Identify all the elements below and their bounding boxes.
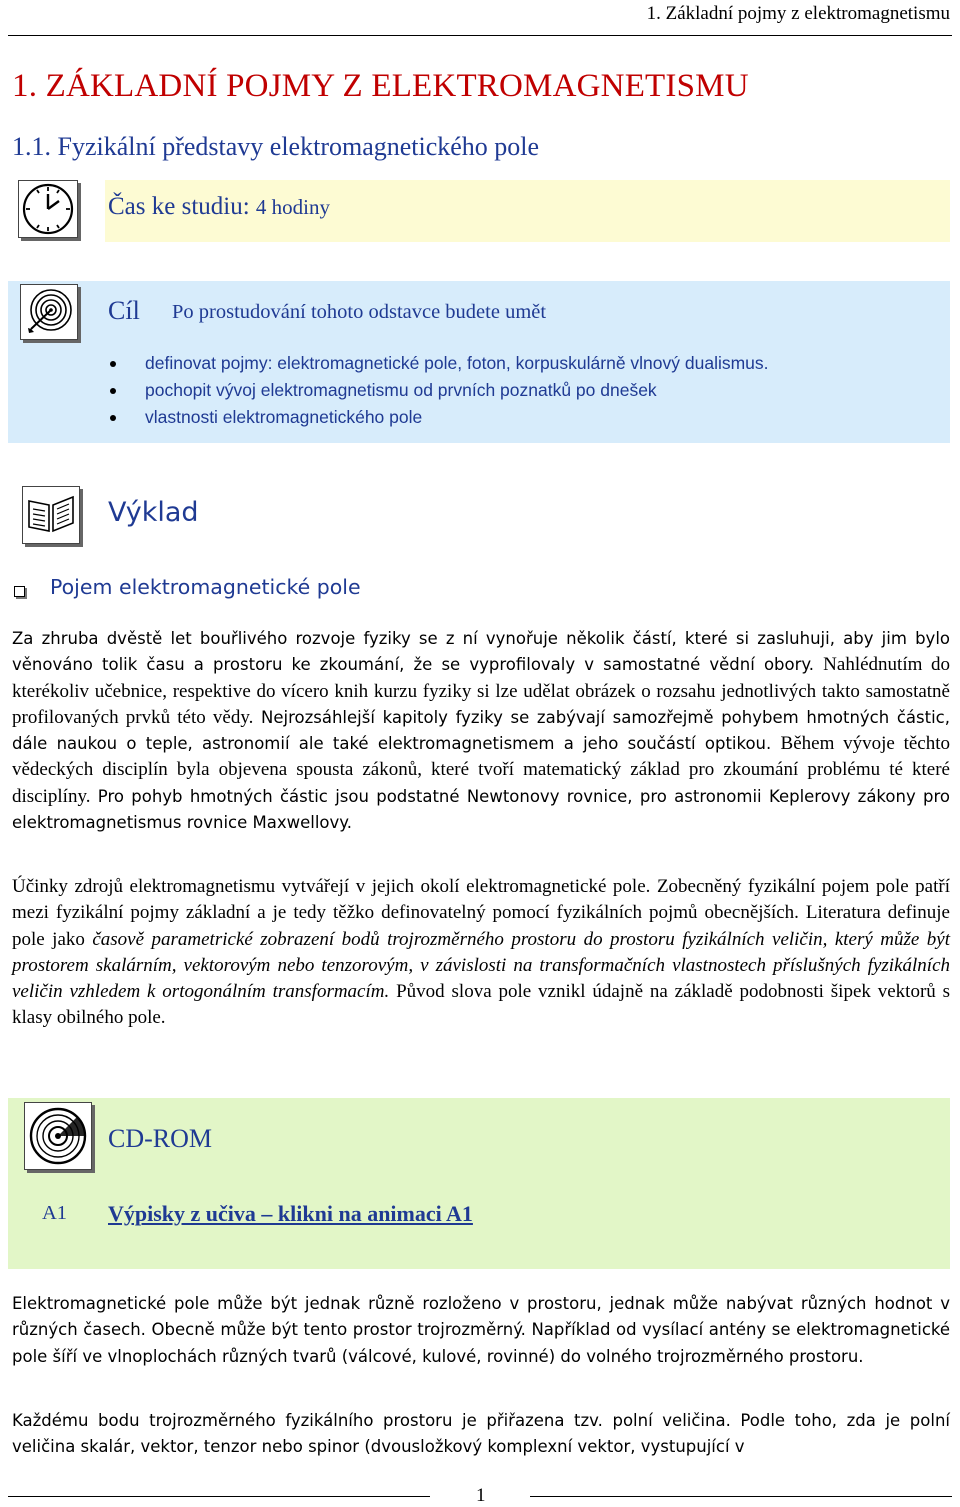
cdrom-label: CD-ROM [108,1124,213,1153]
animation-link[interactable]: Výpisky z učiva – klikni na animaci A1 [108,1201,473,1226]
study-time [108,193,330,221]
cd-icon-frame [24,1102,92,1170]
goal-intro: Po prostudování tohoto odstavce budete umět [172,301,547,323]
topic-title: Pojem elektromagnetické pole [50,575,361,599]
target-icon-frame [20,284,78,340]
running-header: 1. Základní pojmy z elektromagnetismu [646,3,950,24]
footer-rule-left [8,1496,430,1497]
book-icon-frame [22,486,80,544]
paragraph-3-sentence-3: Například od vysílací antény se elektromagnetické pole šíří ve vlnoplochách různých tvarů (válcové, kulové, rovinné) do volného trojrozměrného prostoru. [12,1320,951,1366]
paragraph-2-sentence-1: Účinky zdrojů elektromagnetismu vytvářejí v jejich okolí elektromagnetické pole. [12,876,651,897]
field-definition: časově parametrické zobrazení bodů trojrozměrného prostoru do prostoru fyzikálních veličin, který může být prostorem skalárním, vektorovým nebo tenzorovým, v závislosti na transformačních vlastnostech příslušných fyzikálních veličin vzhledem k ortogonálním transformacím. [12,928,951,1003]
paragraph-1-sentence-1: Za zhruba dvěstě let bouřlivého rozvoje fyziky se z ní vynořuje několik částí, které si zasluhuji, aby jim bylo věnováno tolik času a prostoru ke zkoumání, že se vyprofilovaly v samostatné vědní obory. [12,629,950,675]
checkbox-bullet-icon [14,586,25,597]
paragraph-2-sentence-3: Literatura definuje pole jako [12,902,950,950]
study-time-value: 4 hodiny [255,195,331,219]
clock-icon-frame [18,180,78,238]
paragraph-2-sentence-4: Původ slova pole vznikl údajně na základě podobnosti šipek vektorů s klasy obilného pole. [12,981,951,1029]
paragraph-2-sentence-2: Zobecněný fyzikální pojem pole patří mezi fyzikální pojmy základní a je tedy těžko definovatelný pomocí fyzikálních pojmů obecnějších. [12,876,951,924]
paragraph-3 [12,1291,950,1370]
page-number: 1 [476,1485,486,1506]
paragraph-1-sentence-3: Nejrozsáhlejší kapitoly fyziky se zabývají samozřejmě pohybem hmotných částic, dále naukou o teple, astronomií ale také elektromagnetismem a jeho součástí optikou. [12,707,950,754]
paragraph-1-sentence-5: Pro pohyb hmotných částic jsou podstatné Newtonovy rovnice, pro astronomii Keplerovy zákony pro elektromagnetismus rovnice Maxwellovy. [12,786,951,833]
section-title: 1.1. Fyzikální představy elektromagnetického pole [12,132,540,161]
goal-item: definovat pojmy: elektromagnetické pole, foton, korpuskulárně vlnový dualismus. [110,350,769,377]
paragraph-3-sentence-1: Elektromagnetické pole může být jednak různě rozloženo v prostoru, jednak může nabývat různých hodnot v různých časech. [12,1294,950,1340]
paragraph-2 [12,874,950,1032]
paragraph-4-sentence-2: Podle toho, zda je polní veličina skalár, vektor, tenzor nebo spinor (dvousložkový komplexní vektor, vystupující v [12,1411,950,1457]
paragraph-1 [12,626,950,836]
paragraph-1-sentence-4: Během vývoje těchto vědeckých disciplín byla objevena spousta zákonů, které tvoří matematický základ pro zkoumání problému té které disciplíny. [12,733,951,807]
goal-item: pochopit vývoj elektromagnetismu od prvních poznatků po dnešek [110,377,769,404]
paragraph-3-sentence-2: Obecně může být tento prostor trojrozměrný. [151,1320,526,1340]
paragraph-4-sentence-1: Každému bodu trojrozměrného fyzikálního prostoru je přiřazena tzv. polní veličina. [12,1411,731,1430]
open-book-icon [23,487,79,543]
goal-list [110,350,769,431]
target-icon [21,285,77,339]
study-time-label: Čas ke studiu: [108,193,250,220]
paragraph-1-sentence-2: Nahlédnutím do kterékoliv učebnice, respektive do vícero knih kurzu fyziky si lze udělat obrázek o rozsahu jednotlivých takto samostatně profilovaných prvků této vědy. [12,654,950,728]
clock-icon [19,181,77,237]
paragraph-4 [12,1408,950,1461]
footer-rule-right [530,1496,952,1497]
animation-code: A1 [42,1202,68,1224]
chapter-title: 1. ZÁKLADNÍ POJMY Z ELEKTROMAGNETISMU [12,68,749,104]
header-rule [8,35,952,36]
goal-item: vlastnosti elektromagnetického pole [110,404,769,431]
goal-label: Cíl [108,296,140,325]
explanation-label: Výklad [108,497,199,528]
cd-disc-icon [25,1103,91,1169]
